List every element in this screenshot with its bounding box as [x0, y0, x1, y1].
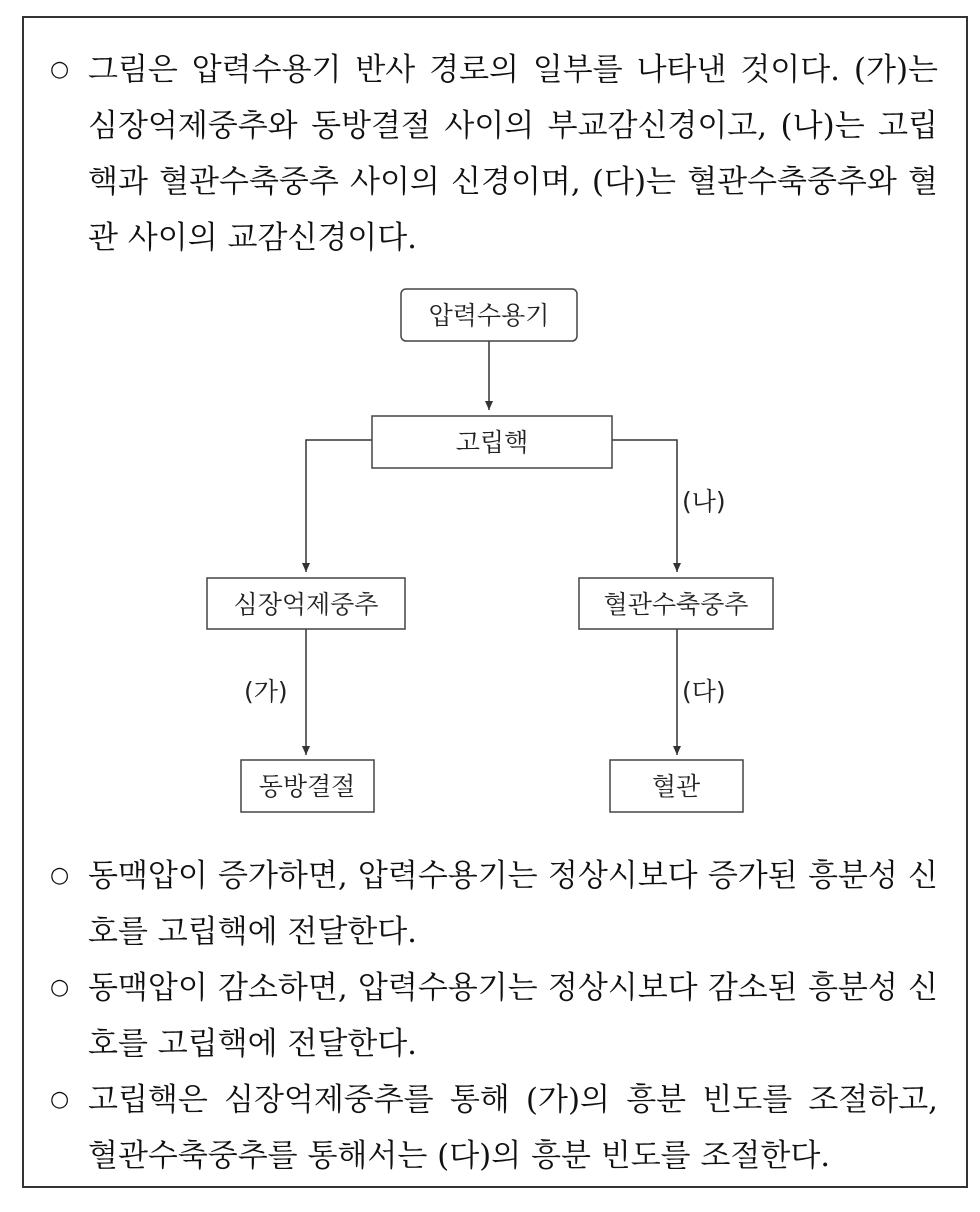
node-blood-vessel-label: 혈관	[651, 772, 701, 801]
bullet-paragraph	[50, 1072, 938, 1184]
bullet-text: 동맥압이 감소하면, 압력수용기는 정상시보다 감소된 흥분성 신호를 고립핵에 전달한다.	[88, 970, 938, 1062]
bullet-text: 동맥압이 증가하면, 압력수용기는 정상시보다 증가된 흥분성 신호를 고립핵에 전달한다.	[88, 858, 938, 950]
node-sa-node	[241, 760, 374, 812]
node-blood-vessel	[610, 760, 743, 812]
bullet-text: 고립핵은 심장억제중추를 통해 (가)의 흥분 빈도를 조절하고, 혈관수축중추를 통해서는 (다)의 흥분 빈도를 조절한다.	[88, 1082, 938, 1174]
node-sa-node-label: 동방결절	[258, 772, 356, 801]
node-nucleus	[372, 416, 612, 468]
node-cardio-inhibitory-label: 심장억제중추	[233, 590, 379, 619]
edge-label-da: (다)	[682, 677, 726, 706]
edge-label-na: (나)	[682, 487, 726, 516]
node-cardio-inhibitory	[207, 578, 405, 629]
arrow-nucleus-to-vasoconstrictor	[612, 440, 677, 572]
node-vasoconstrictor-label: 혈관수축중추	[603, 590, 749, 619]
node-vasoconstrictor	[579, 578, 773, 629]
bullet-icon: ○	[50, 1087, 70, 1112]
bullet-paragraph	[50, 960, 938, 1072]
intro-text: 그림은 압력수용기 반사 경로의 일부를 나타낸 것이다. (가)는 심장억제중추와 동방결절 사이의 부교감신경이고, (나)는 고립핵과 혈관수축중추 사이의 신경이며, (다)는 혈관수축중추와 혈관 사이의 교감신경이다.	[88, 52, 938, 256]
bullet-icon: ○	[50, 863, 70, 888]
arrow-nucleus-to-cardio-inhibitory	[306, 440, 372, 572]
node-baroreceptor	[401, 289, 577, 341]
node-baroreceptor-label: 압력수용기	[428, 301, 550, 330]
bullet-icon: ○	[50, 975, 70, 1000]
bullet-paragraph	[50, 848, 938, 960]
bullet-icon: ○	[50, 57, 70, 82]
edge-label-ga: (가)	[244, 677, 288, 706]
node-nucleus-label: 고립핵	[455, 428, 529, 457]
